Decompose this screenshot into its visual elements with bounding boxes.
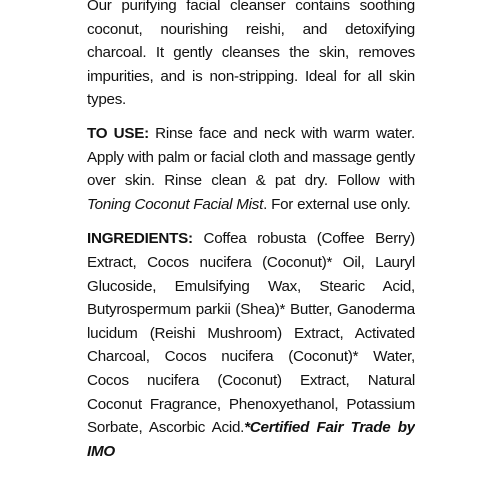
product-description: Our purifying facial cleanser contains soothing coconut, nourishing reishi, and detoxifying charcoal. It gently cleanses the skin, removes impurities, and is non-stripping. Ideal for all skin types. [87, 0, 415, 109]
ingredients-heading: INGREDIENTS: [87, 230, 193, 248]
usage-instructions [87, 122, 415, 216]
usage-text-end: . For external use only. [263, 195, 411, 213]
recommended-product-name: Toning Coconut Facial Mist [87, 195, 264, 213]
ingredients-list [87, 227, 415, 463]
usage-heading: TO USE: [87, 124, 149, 142]
ingredients-text: Coffea robusta (Coffee Berry) Extract, Cocos nucifera (Coconut)* Oil, Lauryl Glucoside, Emulsifying Wax, Stearic Acid, Butyrospermum parkii (Shea)* Butter, Ganoderma lucidum (Reishi Mushroom) Extract, Activated Charcoal, Cocos nucifera (Coconut)* Water, Cocos nucifera (Coconut) Extract, Natural Coconut Fragrance, Phenoxyethanol, Potassium Sorbate, Ascorbic Acid. [87, 230, 415, 437]
certification-note: *Certified Fair Trade by IMO [87, 419, 415, 460]
product-label-text [87, 0, 415, 500]
usage-text: Rinse face and neck with warm water. Apply with palm or facial cloth and massage gently over skin. Rinse clean & pat dry. Follow with [87, 124, 415, 190]
